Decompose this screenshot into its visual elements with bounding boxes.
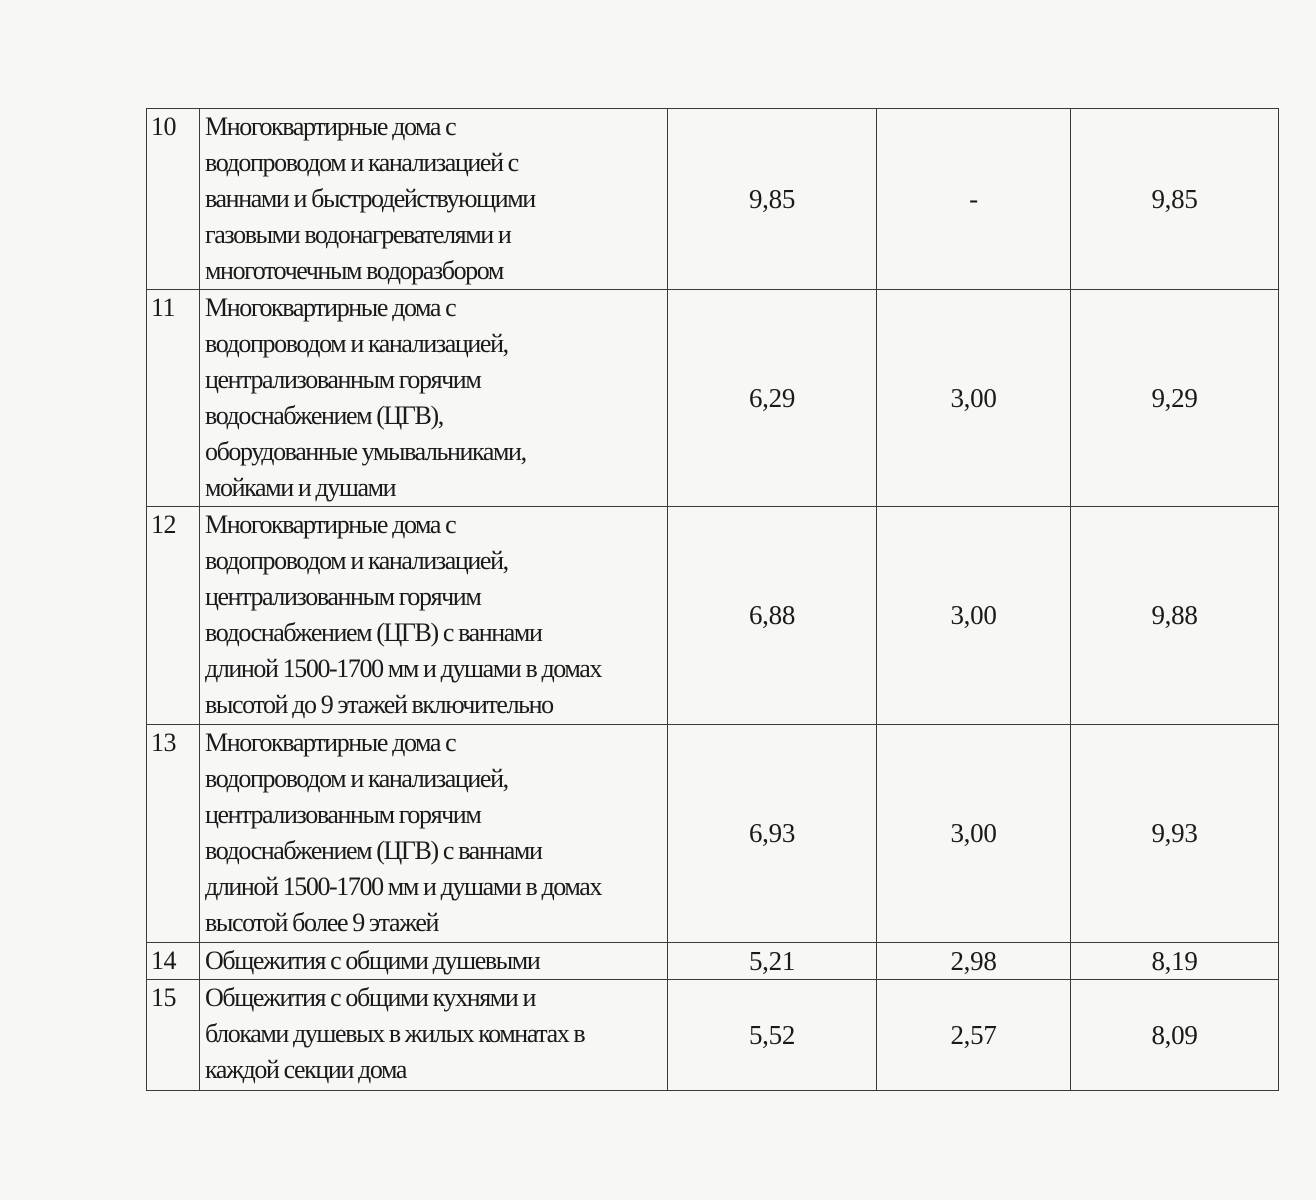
row-description: Многоквартирные дома с водопроводом и канализацией, централизованным горячим водоснабжением (ЦГВ) с ваннами длиной 1500-1700 мм и душами в домах высотой более 9 этажей [200, 725, 668, 943]
hot-water-value: 2,98 [877, 943, 1071, 980]
row-description: Многоквартирные дома с водопроводом и канализацией, централизованным горячим водоснабжением (ЦГВ), оборудованные умывальниками, мойками и душами [200, 290, 668, 507]
table-row [147, 109, 1279, 290]
row-number: 11 [147, 290, 200, 507]
row-description: Общежития с общими кухнями и блоками душевых в жилых комнатах в каждой секции дома [200, 980, 668, 1091]
row-description: Многоквартирные дома с водопроводом и канализацией с ваннами и быстродействующими газовыми водонагревателями и многоточечным водоразбором [200, 109, 668, 290]
row-number: 13 [147, 725, 200, 943]
hot-water-value: 3,00 [877, 507, 1071, 725]
hot-water-value: - [877, 109, 1071, 290]
cold-water-value: 5,21 [668, 943, 877, 980]
cold-water-value: 5,52 [668, 980, 877, 1091]
hot-water-value: 3,00 [877, 725, 1071, 943]
total-value: 9,88 [1071, 507, 1279, 725]
row-description: Многоквартирные дома с водопроводом и канализацией, централизованным горячим водоснабжением (ЦГВ) с ваннами длиной 1500-1700 мм и душами в домах высотой до 9 этажей включительно [200, 507, 668, 725]
cold-water-value: 9,85 [668, 109, 877, 290]
row-number: 15 [147, 980, 200, 1091]
total-value: 8,19 [1071, 943, 1279, 980]
row-number: 10 [147, 109, 200, 290]
row-number: 12 [147, 507, 200, 725]
table-row [147, 980, 1279, 1091]
total-value: 9,85 [1071, 109, 1279, 290]
row-description: Общежития с общими душевыми [200, 943, 668, 980]
cold-water-value: 6,93 [668, 725, 877, 943]
row-number: 14 [147, 943, 200, 980]
water-norms-table [146, 108, 1279, 1091]
table-row [147, 725, 1279, 943]
total-value: 8,09 [1071, 980, 1279, 1091]
hot-water-value: 3,00 [877, 290, 1071, 507]
cold-water-value: 6,29 [668, 290, 877, 507]
hot-water-value: 2,57 [877, 980, 1071, 1091]
table-row [147, 507, 1279, 725]
cold-water-value: 6,88 [668, 507, 877, 725]
total-value: 9,93 [1071, 725, 1279, 943]
total-value: 9,29 [1071, 290, 1279, 507]
table-row [147, 943, 1279, 980]
table-row [147, 290, 1279, 507]
